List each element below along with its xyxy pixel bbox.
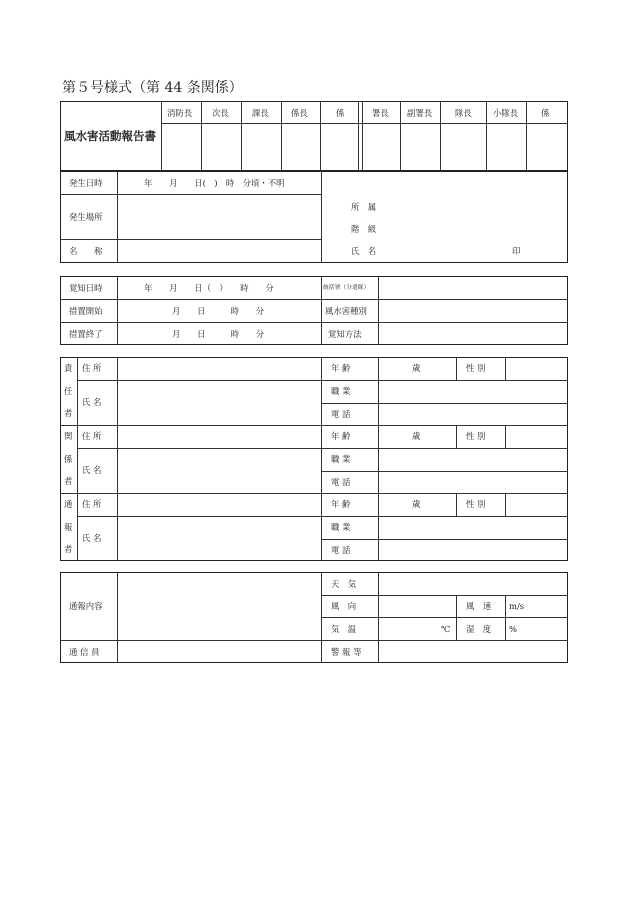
responsible-age-unit: 歳 [412, 363, 421, 373]
approval-deputy: 次長 [212, 108, 229, 118]
related-job-label: 職 業 [331, 454, 351, 464]
approval-section: 係長 [291, 108, 308, 118]
reporter-phone-label: 電 話 [331, 545, 351, 555]
responsible-char-2: 任 [64, 386, 73, 396]
related-age-label: 年 齢 [331, 431, 351, 441]
related-char-3: 者 [64, 476, 73, 486]
responsible-name-label: 氏 名 [82, 397, 102, 407]
responsible-phone-label: 電 話 [331, 409, 351, 419]
reporter-name-field[interactable] [118, 517, 320, 560]
occurrence-place-label: 発生場所 [69, 212, 103, 222]
warning-label: 警 報 等 [331, 647, 362, 657]
related-address-label: 住 所 [82, 431, 102, 441]
related-name-label: 氏 名 [82, 465, 102, 475]
approval-lieutenant: 小隊長 [493, 108, 519, 118]
affiliation-label: 所 属 [351, 202, 377, 212]
wind-speed-unit: m/s [509, 601, 525, 611]
related-address-field[interactable] [118, 426, 320, 447]
humidity-label: 湿 度 [466, 624, 492, 634]
responsible-address-field[interactable] [118, 358, 320, 379]
related-char-2: 係 [64, 454, 73, 464]
occurrence-date-label: 発生日時 [69, 178, 103, 188]
station-label: 統括署（分遣隊） [323, 285, 370, 291]
rank-label: 階 級 [351, 224, 377, 234]
operator-field[interactable] [118, 641, 320, 662]
approval-station-chief: 署長 [372, 108, 389, 118]
responsible-age-label: 年 齢 [331, 363, 351, 373]
related-phone-label: 電 話 [331, 477, 351, 487]
reporter-age-unit: 歳 [412, 499, 421, 509]
approval-vice-station-chief: 副署長 [407, 108, 433, 118]
action-end-label: 措置終了 [69, 329, 103, 339]
action-end-field[interactable]: 月 日 時 分 [172, 329, 265, 339]
report-content-label: 通報内容 [69, 601, 103, 611]
responsible-address-label: 住 所 [82, 363, 102, 373]
reporter-char-3: 者 [64, 544, 73, 554]
occurrence-name-field[interactable] [118, 240, 320, 262]
reporter-char-1: 通 [64, 499, 73, 509]
responsible-name-field[interactable] [118, 381, 320, 424]
notice-method-field[interactable] [379, 323, 567, 344]
related-sex-label: 性 別 [466, 431, 486, 441]
operator-label: 通 信 員 [69, 647, 100, 657]
reporter-sex-label: 性 別 [466, 499, 486, 509]
temperature-unit: ℃ [441, 624, 451, 634]
reporter-address-field[interactable] [118, 494, 320, 515]
occurrence-name-label: 名 称 [69, 246, 103, 256]
wind-direction-label: 風 向 [331, 601, 357, 611]
report-content-field[interactable] [118, 573, 320, 639]
reporter-char-2: 報 [64, 522, 73, 532]
temperature-label: 気 温 [331, 624, 357, 634]
approval-chief: 消防長 [167, 108, 193, 118]
responsible-char-1: 責 [64, 363, 73, 373]
occurrence-date-field[interactable]: 年 月 日( ) 時 分頃・不明 [144, 178, 285, 188]
notice-datetime-label: 覚知日時 [69, 283, 103, 293]
notice-method-label: 覚知方法 [328, 329, 362, 339]
related-char-1: 関 [64, 431, 73, 441]
occurrence-place-field[interactable] [118, 195, 320, 238]
reporter-name-label: 氏 名 [351, 246, 377, 256]
responsible-job-label: 職 業 [331, 386, 351, 396]
disaster-type-field[interactable] [379, 300, 567, 321]
approval-captain: 隊長 [455, 108, 472, 118]
approval-clerk: 係 [336, 108, 345, 118]
responsible-char-3: 者 [64, 408, 73, 418]
station-field[interactable] [379, 277, 567, 298]
action-start-field[interactable]: 月 日 時 分 [172, 306, 265, 316]
reporter-age-label: 年 齢 [331, 499, 351, 509]
form-number-title: 第５号様式（第 44 条関係） [62, 80, 243, 96]
weather-label: 天 気 [331, 579, 357, 589]
reporter-address-label: 住 所 [82, 499, 102, 509]
disaster-type-label: 風水害種別 [325, 306, 367, 316]
wind-speed-label: 風 速 [466, 601, 492, 611]
reporter-job-label: 職 業 [331, 522, 351, 532]
related-age-unit: 歳 [412, 431, 421, 441]
report-title: 風水害活動報告書 [64, 129, 156, 143]
related-name-field[interactable] [118, 449, 320, 492]
responsible-sex-label: 性 別 [466, 363, 486, 373]
action-start-label: 措置開始 [69, 306, 103, 316]
seal-mark: 印 [512, 246, 521, 256]
approval-clerk-right: 係 [541, 108, 550, 118]
reporter-name-label-2: 氏 名 [82, 533, 102, 543]
approval-division: 課長 [252, 108, 269, 118]
humidity-unit: % [509, 624, 517, 634]
notice-datetime-field[interactable]: 年 月 日（ ） 時 分 [144, 283, 274, 293]
